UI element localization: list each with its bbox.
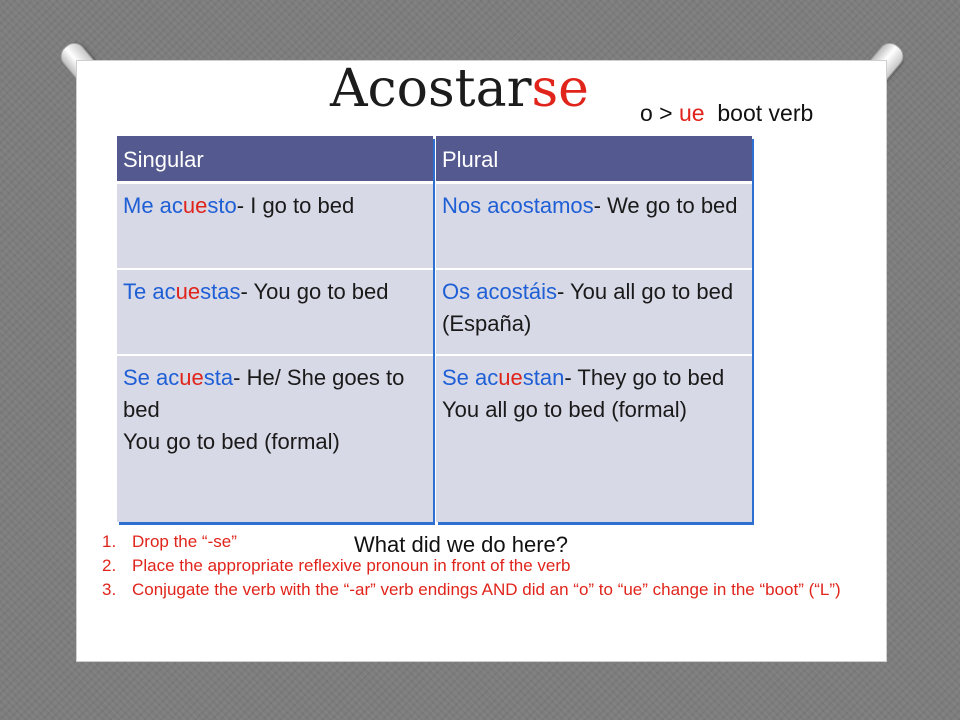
step-text: Drop the “-se” xyxy=(132,532,237,551)
meaning-extra: You all go to bed (formal) xyxy=(442,396,687,422)
step-text: Place the appropriate reflexive pronoun in front of the verb xyxy=(132,555,571,575)
stem-start: ac xyxy=(468,365,499,390)
conjugation-cell-me xyxy=(117,184,433,270)
meaning: - They go to bed xyxy=(564,365,725,390)
pronoun: Se xyxy=(123,365,150,390)
meaning: - You all go to bed (España) xyxy=(442,279,734,336)
conjugation-cell-se-singular xyxy=(117,356,433,522)
stem-end: st xyxy=(207,193,225,218)
stem-change: ue xyxy=(179,365,204,390)
conjugation-cell-se-plural xyxy=(436,356,752,522)
review-question: What did we do here? xyxy=(354,532,569,557)
verb-stem: acost xyxy=(481,193,540,218)
conjugation-cell-nos xyxy=(436,184,752,270)
title-base: Acostar xyxy=(330,59,532,119)
pronoun: Os xyxy=(442,279,471,304)
stem-end: st xyxy=(522,365,540,390)
step-text: Conjugate the verb with the “-ar” verb endings AND did an “o” to “ue” change in the “boot” (“L”) xyxy=(132,579,841,599)
step-item xyxy=(102,554,902,578)
note-before: o > xyxy=(640,100,680,126)
singular-column xyxy=(117,136,433,522)
stem-end: st xyxy=(200,279,218,304)
note-highlight: ue xyxy=(679,100,705,126)
step-number: 3. xyxy=(102,579,117,599)
meaning: - He/ She goes to bed xyxy=(123,365,405,422)
meaning: - You go to bed xyxy=(240,279,389,304)
verb-ending: áis xyxy=(528,279,557,304)
steps-list xyxy=(102,530,902,601)
stem-start: ac xyxy=(153,193,183,218)
pronoun: Se xyxy=(442,365,469,390)
step-number: 2. xyxy=(102,555,117,575)
pronoun: Nos xyxy=(442,193,482,218)
step-number: 1. xyxy=(102,532,117,551)
stem-change: ue xyxy=(498,365,523,390)
pronoun: Te xyxy=(123,279,147,304)
step-item xyxy=(102,578,902,602)
pronoun: Me xyxy=(123,193,154,218)
header-plural: Plural xyxy=(436,136,752,184)
stem-change: ue xyxy=(175,279,201,304)
stem-end: st xyxy=(203,365,221,390)
verb-ending: as xyxy=(217,279,241,304)
stem-change-note xyxy=(640,100,813,127)
stem-start: ac xyxy=(146,279,176,304)
stem-start: ac xyxy=(149,365,180,390)
title-highlight: se xyxy=(531,59,589,119)
meaning-extra: You go to bed (formal) xyxy=(123,428,340,454)
verb-ending: a xyxy=(220,365,234,390)
meaning: - I go to bed xyxy=(236,193,355,218)
conjugation-cell-os xyxy=(436,270,752,356)
conjugation-cell-te xyxy=(117,270,433,356)
note-after: boot verb xyxy=(704,100,814,126)
verb-ending: o xyxy=(224,193,237,218)
verb-ending: an xyxy=(539,365,565,390)
meaning: - We go to bed xyxy=(593,193,738,218)
header-singular: Singular xyxy=(117,136,433,184)
verb-stem: acost xyxy=(470,279,529,304)
plural-column xyxy=(436,136,752,522)
slide-title xyxy=(330,58,589,120)
verb-ending: amos xyxy=(539,193,594,218)
step-item xyxy=(102,530,902,554)
stem-change: ue xyxy=(182,193,208,218)
